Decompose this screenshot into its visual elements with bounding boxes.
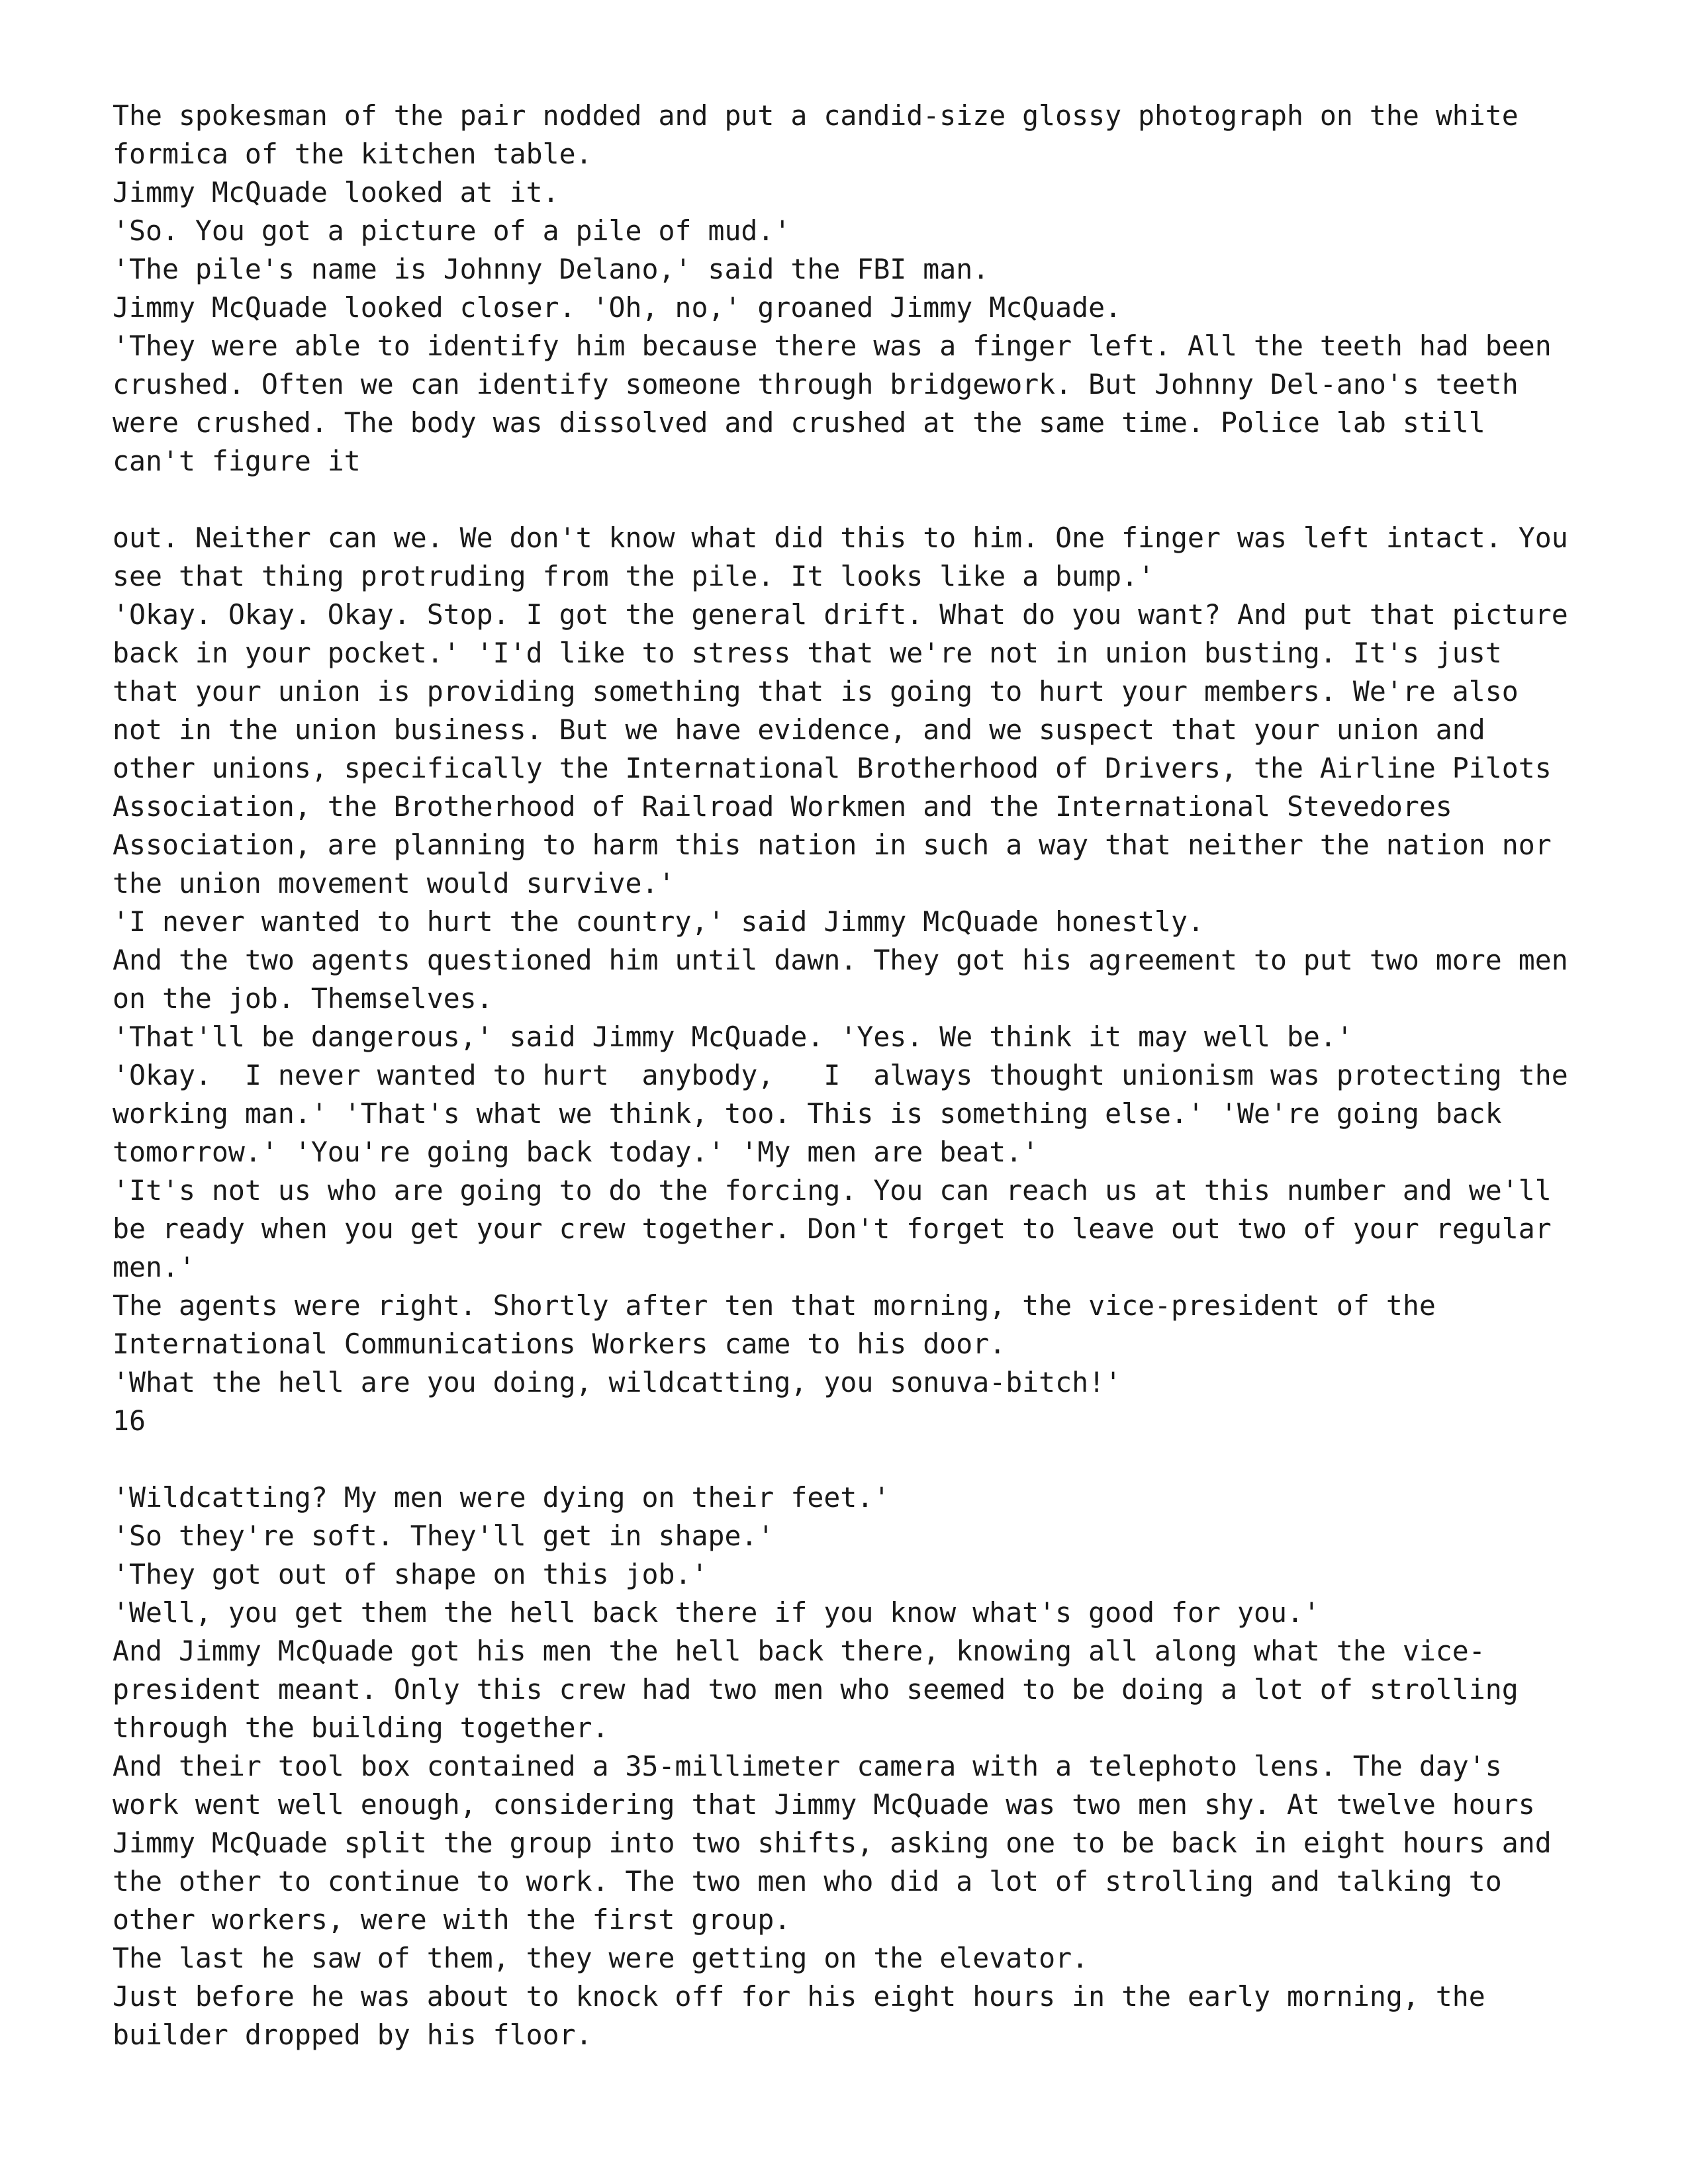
text-line: Jimmy McQuade looked at it. [113, 176, 559, 208]
text-line: can't figure it [113, 445, 361, 477]
text-line: Just before he was about to knock off for his eight hours in the early morning, the [113, 1980, 1485, 2013]
text-line: And Jimmy McQuade got his men the hell back there, knowing all along what the vice- [113, 1635, 1485, 1667]
text-block-2 [113, 519, 1595, 1440]
text-line: 'Wildcatting? My men were dying on their feet.' [113, 1481, 890, 1514]
text-line: other workers, were with the first group. [113, 1903, 791, 1936]
text-line: 'The pile's name is Johnny Delano,' said the FBI man. [113, 253, 990, 285]
text-line: 'So they're soft. They'll get in shape.' [113, 1520, 774, 1552]
text-line: Association, are planning to harm this nation in such a way that neither the nation nor [113, 829, 1552, 861]
text-line: work went well enough, considering that Jimmy McQuade was two men shy. At twelve hours [113, 1788, 1535, 1821]
text-line: men.' [113, 1251, 195, 1283]
text-line: Jimmy McQuade looked closer. 'Oh, no,' groaned Jimmy McQuade. [113, 291, 1122, 324]
text-line: 'Okay. Okay. Okay. Stop. I got the general drift. What do you want? And put that picture [113, 598, 1568, 631]
text-line: see that thing protruding from the pile. It looks like a bump.' [113, 560, 1155, 592]
text-line: on the job. Themselves. [113, 982, 493, 1015]
text-block-3 [113, 1479, 1595, 2054]
text-line: The agents were right. Shortly after ten that morning, the vice-president of the [113, 1289, 1436, 1322]
text-line: 'What the hell are you doing, wildcatting, you sonuva-bitch!' [113, 1366, 1122, 1398]
text-line: International Communications Workers came to his door. [113, 1328, 1006, 1360]
text-line: 'They got out of shape on this job.' [113, 1558, 708, 1590]
text-line: out. Neither can we. We don't know what did this to him. One finger was left intact. You [113, 522, 1568, 554]
text-line: 'Well, you get them the hell back there if you know what's good for you.' [113, 1596, 1320, 1629]
text-line: not in the union business. But we have evidence, and we suspect that your union and [113, 713, 1485, 746]
text-line: The last he saw of them, they were getting on the elevator. [113, 1942, 1089, 1974]
paragraph-gap [113, 1440, 1595, 1479]
text-line: builder dropped by his floor. [113, 2019, 592, 2051]
text-line: president meant. Only this crew had two men who seemed to be doing a lot of strolling [113, 1673, 1519, 1706]
text-line: formica of the kitchen table. [113, 138, 592, 170]
text-line: And the two agents questioned him until dawn. They got his agreement to put two more men [113, 944, 1568, 976]
text-line: Association, the Brotherhood of Railroad Workmen and the International Stevedores [113, 790, 1452, 823]
text-line: tomorrow.' 'You're going back today.' 'My men are beat.' [113, 1136, 1039, 1168]
text-line: 'I never wanted to hurt the country,' said Jimmy McQuade honestly. [113, 905, 1205, 938]
text-line: Jimmy McQuade split the group into two shifts, asking one to be back in eight hours and [113, 1827, 1552, 1859]
text-line: crushed. Often we can identify someone through bridgework. But Johnny Del-ano's teeth [113, 368, 1519, 400]
text-line: working man.' 'That's what we think, too. This is something else.' 'We're going back [113, 1097, 1502, 1130]
text-line: back in your pocket.' 'I'd like to stress that we're not in union busting. It's just [113, 637, 1502, 669]
document-page [113, 97, 1595, 2054]
text-line: other unions, specifically the International Brotherhood of Drivers, the Airline Pilots [113, 752, 1552, 784]
text-line: be ready when you get your crew together. Don't forget to leave out two of your regular [113, 1212, 1552, 1245]
text-line: 'So. You got a picture of a pile of mud.' [113, 214, 791, 247]
text-line: through the building together. [113, 1711, 609, 1744]
text-line: the union movement would survive.' [113, 867, 675, 899]
text-line: that your union is providing something that is going to hurt your members. We're also [113, 675, 1519, 707]
text-line: 'It's not us who are going to do the forcing. You can reach us at this number and we'll [113, 1174, 1552, 1206]
text-line: 'They were able to identify him because there was a finger left. All the teeth had been [113, 330, 1552, 362]
paragraph-gap [113, 480, 1595, 519]
text-block-1 [113, 97, 1595, 480]
text-line: were crushed. The body was dissolved and crushed at the same time. Police lab still [113, 406, 1485, 439]
text-line: 'That'll be dangerous,' said Jimmy McQuade. 'Yes. We think it may well be.' [113, 1021, 1353, 1053]
text-line: And their tool box contained a 35-millimeter camera with a telephoto lens. The day's [113, 1750, 1502, 1782]
page-number: 16 [113, 1404, 146, 1437]
text-line: 'Okay. I never wanted to hurt anybody, I always thought unionism was protecting the [113, 1059, 1568, 1091]
text-line: The spokesman of the pair nodded and put a candid-size glossy photograph on the white [113, 99, 1519, 132]
text-line: the other to continue to work. The two men who did a lot of strolling and talking to [113, 1865, 1502, 1897]
